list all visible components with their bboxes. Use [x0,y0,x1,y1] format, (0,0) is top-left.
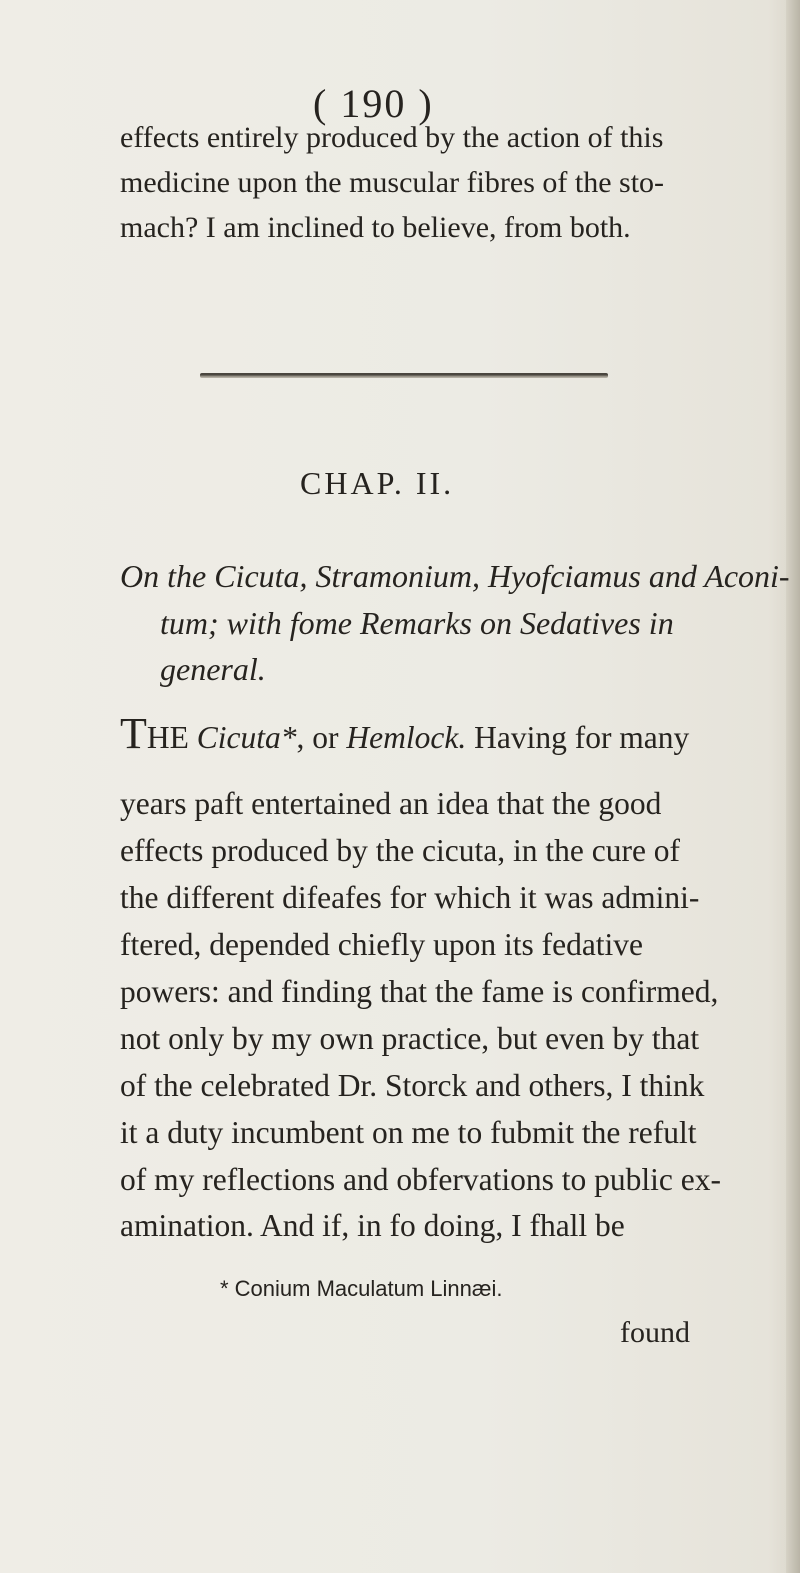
body-line: of the celebrated Dr. Storck and others, I think [120,1068,705,1103]
body-line: effects produced by the cicuta, in the cure of [120,833,681,868]
first-paragraph-line [120,709,690,758]
body-line: the different difeafes for which it was admini- [120,880,700,915]
body-line: ftered, depended chiefly upon its fedative [120,927,644,962]
page-edge [786,0,800,1573]
opening-middle: , or [296,720,339,755]
chapter-heading: CHAP. II. [300,465,455,501]
drop-cap: T [120,709,147,758]
term-hemlock: Hemlock. [346,720,467,755]
continuation-line: mach? I am inclined to believe, from both. [120,211,631,244]
body-line: not only by my own practice, but even by that [120,1021,700,1056]
chapter-title-line: general. [160,651,266,687]
body-line: amination. And if, in fo doing, I fhall be [120,1208,625,1243]
chapter-title-line: On the Cicuta, Stramonium, Hyofciamus and Aconi- [120,558,790,594]
continuation-line: effects entirely produced by the action of this [120,121,664,154]
body-line: powers: and finding that the fame is confirmed, [120,974,719,1009]
section-rule [200,373,608,378]
continuation-line: medicine upon the muscular fibres of the sto- [120,166,665,199]
footnote: * Conium Maculatum Linnæi. [220,1276,503,1301]
page-number: ( 190 ) [313,81,434,126]
body-line: it a duty incumbent on me to fubmit the refult [120,1115,697,1150]
body-line: years paft entertained an idea that the good [120,786,662,821]
term-cicuta: Cicuta* [196,720,297,755]
catchword: found [620,1316,690,1349]
body-line: of my reflections and obfervations to public ex- [120,1162,721,1197]
opening-tail: Having for many [466,720,690,755]
chapter-title-line: tum; with fome Remarks on Sedatives in [160,605,674,641]
opening-caps: HE [146,720,189,755]
